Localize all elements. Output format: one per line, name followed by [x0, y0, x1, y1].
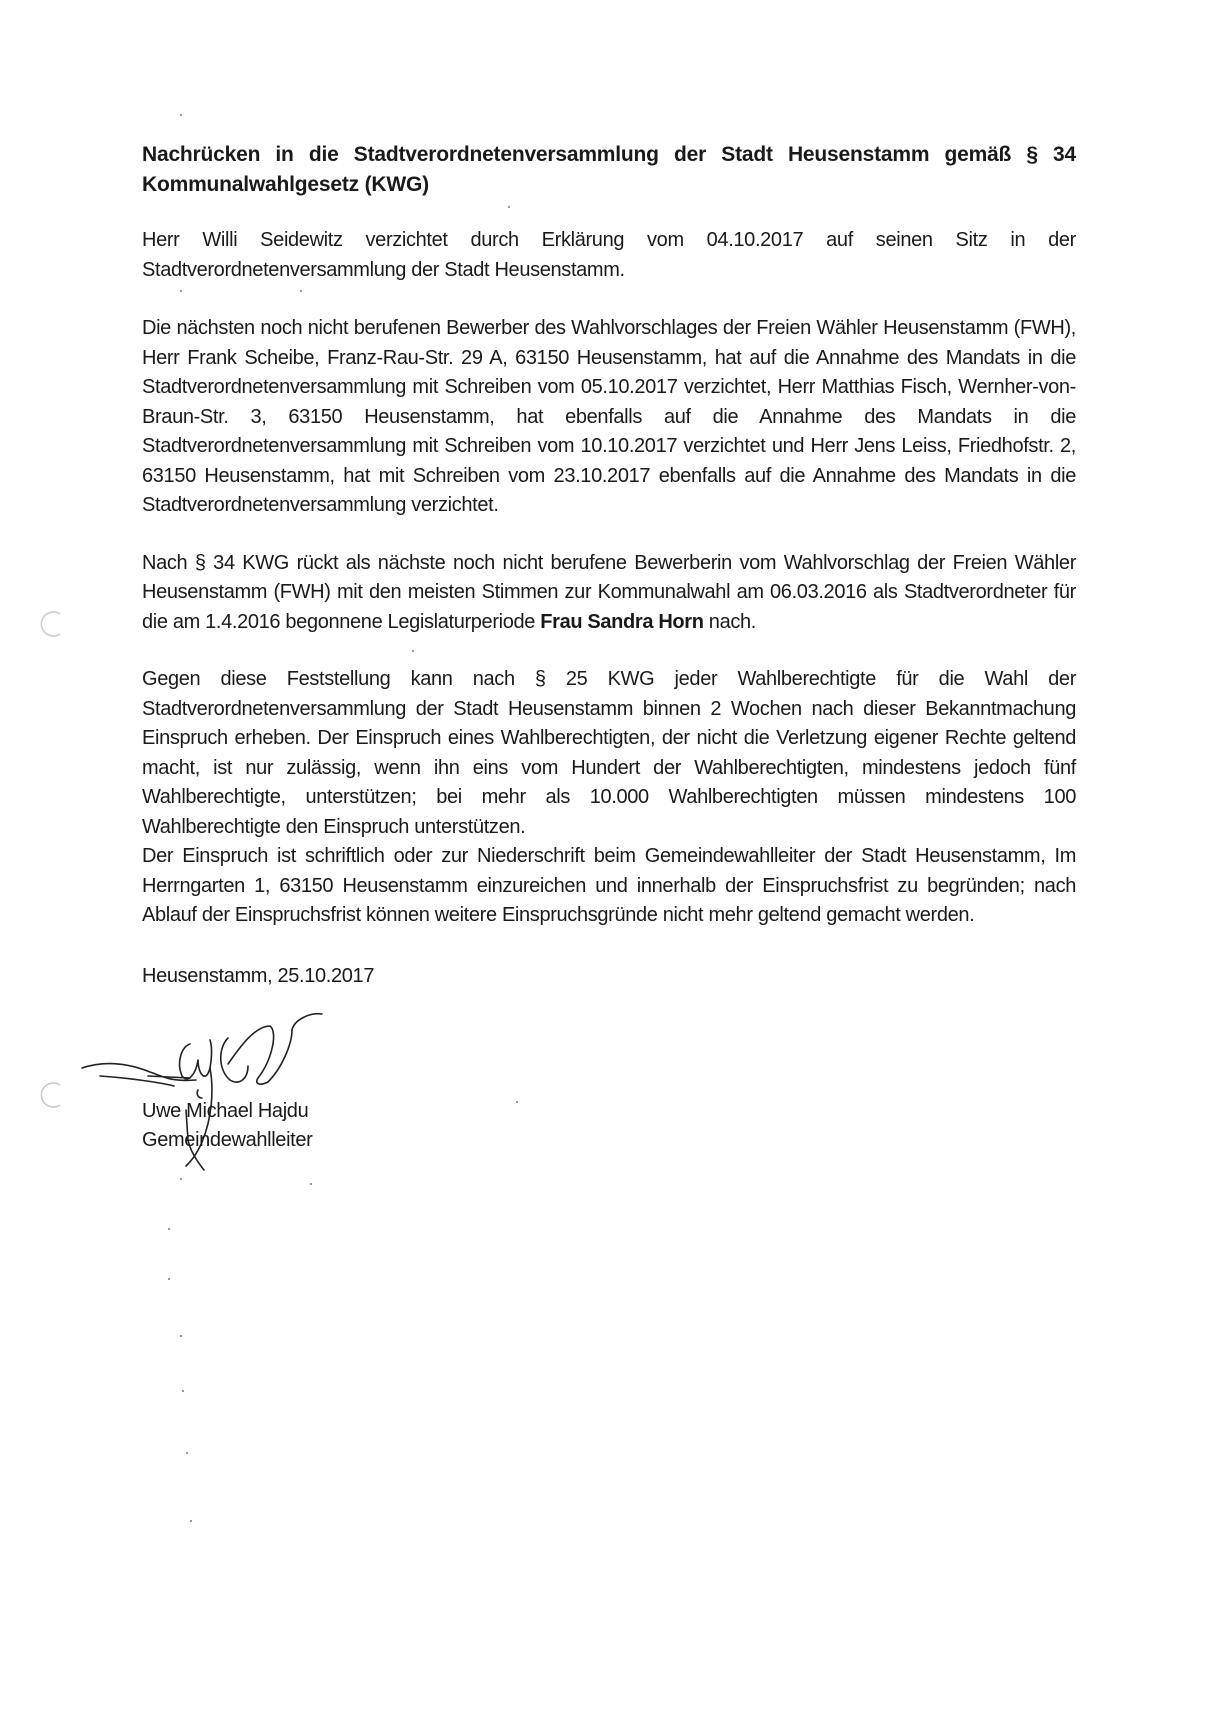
paragraph-objection-rights: Gegen diese Feststellung kann nach § 25 KWG jeder Wahlberechtigte für die Wahl der Stadtverordnetenversammlung der Stadt Heusenstamm binnen 2 Wochen nach dieser Bekanntmachung Einspruch erheben. Der Einspruch eines Wahlberechtigten, der nicht die Verletzung eigener Rechte geltend macht, ist nur zulässig, wenn ihn eins vom Hundert der Wahlberechtigten, mindestens jedoch fünf Wahlberechtigte, unterstützen; bei mehr als 10.000 Wahlberechtigten müssen mindestens 100 Wahlberechtigte den Einspruch unterstützen. — [142, 668, 1076, 838]
successor-text-after: nach. — [703, 610, 756, 633]
paragraph-resignation: Herr Willi Seidewitz verzichtet durch Erklärung vom 04.10.2017 auf seinen Sitz in der Stadtverordnetenversammlung der Stadt Heusenstamm. — [142, 229, 1076, 281]
punch-hole-lower — [38, 1081, 66, 1109]
punch-hole-upper — [38, 610, 66, 638]
scan-speck — [186, 1452, 188, 1454]
successor-text-before: Nach § 34 KWG rückt als nächste noch nicht berufene Bewerberin vom Wahlvorschlag der Freien Wähler Heusenstamm (FWH) mit den meisten Stimmen zur Kommunalwahl am 06.03.2016 als Stadtverordneter für die am 1.4.2016 begonnene Legislaturperiode — [142, 551, 1076, 633]
signer-role: Gemeindewahlleiter — [142, 1129, 313, 1151]
scan-speck — [182, 1390, 184, 1392]
scan-speck — [168, 1228, 170, 1230]
paragraph-declined-candidates: Die nächsten noch nicht berufenen Bewerber des Wahlvorschlages der Freien Wähler Heusenstamm (FWH), Herr Frank Scheibe, Franz-Rau-Str. 29 A, 63150 Heusenstamm, hat auf die Annahme des Mandats in die Stadtverordnetenversammlung mit Schreiben vom 05.10.2017 verzichtet, Herr Matthias Fisch, Wernher-von-Braun-Str. 3, 63150 Heusenstamm, hat ebenfalls auf die Annahme des Mandats in die Stadtverordnetenversammlung mit Schreiben vom 10.10.2017 verzichtet und Herr Jens Leiss, Friedhofstr. 2, 63150 Heusenstamm, hat mit Schreiben vom 23.10.2017 ebenfalls auf die Annahme des Mandats in die Stadtverordnetenversammlung verzichtet. — [142, 317, 1076, 516]
scan-speck — [180, 114, 182, 116]
signer-name: Uwe Michael Hajdu — [142, 1100, 309, 1122]
place-date: Heusenstamm, 25.10.2017 — [142, 964, 375, 987]
handwritten-signature — [78, 990, 378, 1190]
successor-name: Frau Sandra Horn — [540, 610, 704, 633]
scan-speck — [190, 1520, 192, 1522]
scan-speck — [516, 1101, 518, 1103]
paragraph-successor — [142, 549, 1076, 638]
paragraph-objection-procedure: Der Einspruch ist schriftlich oder zur Niederschrift beim Gemeindewahlleiter der Stadt Heusenstamm, Im Herrngarten 1, 63150 Heusenstamm einzureichen und innerhalb der Einspruchsfrist zu begründen; nach Ablauf der Einspruchsfrist können weitere Einspruchsgründe nicht mehr geltend gemacht werden. — [142, 845, 1076, 926]
scan-speck — [180, 1335, 182, 1337]
scan-speck — [168, 1278, 170, 1280]
document-title: Nachrücken in die Stadtverordnetenversammlung der Stadt Heusenstamm gemäß § 34 Kommunalwahlgesetz (KWG) — [142, 143, 1076, 196]
signer-block — [142, 1097, 312, 1155]
document-body — [142, 140, 1076, 991]
